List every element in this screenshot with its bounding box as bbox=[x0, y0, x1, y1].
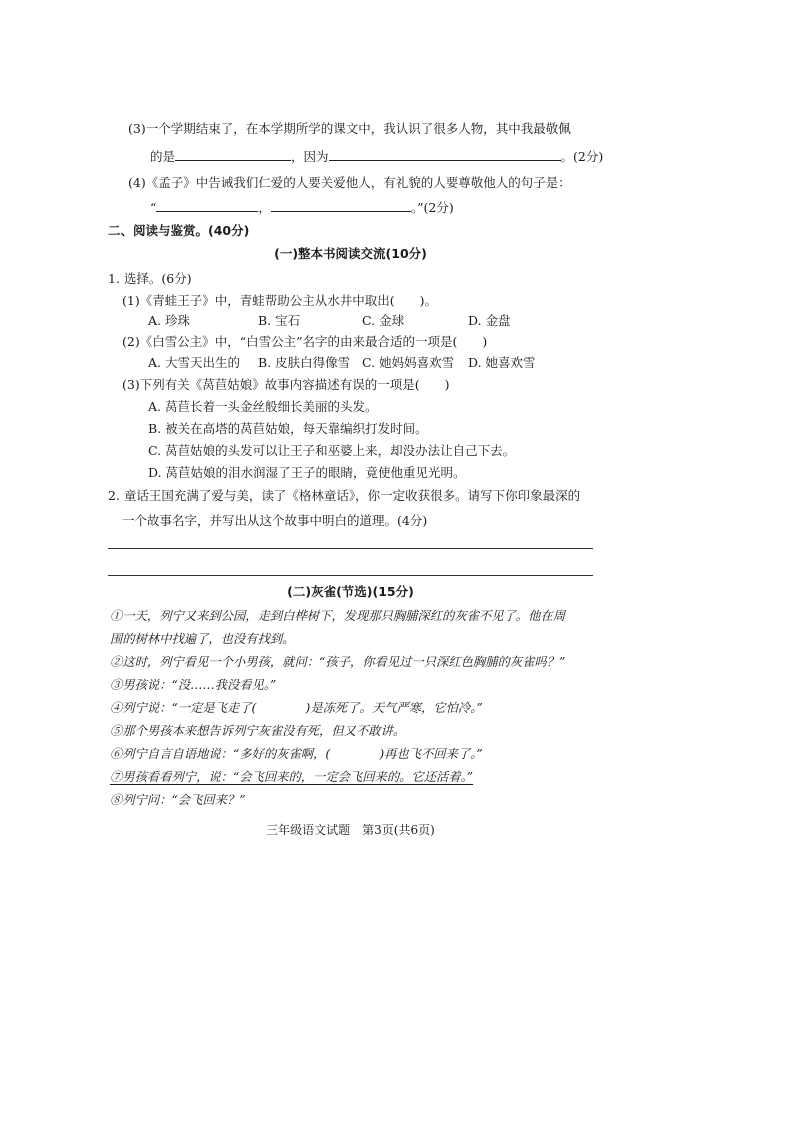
passage-para-1-line1: ①一天，列宁又来到公园，走到白桦树下，发现那只胸脯深红的灰雀不见了。他在周 bbox=[110, 609, 565, 623]
passage-para-8: ⑧列宁问：“会飞回来？” bbox=[110, 793, 246, 807]
passage-para-6: ⑥列宁自言自语地说：“多好的灰雀啊，( )再也飞不回来了。” bbox=[110, 747, 483, 761]
q1-3-option-c[interactable]: C. 莴苣姑娘的头发可以让王子和巫婆上来，却没办法让自己下去。 bbox=[148, 443, 516, 458]
q4-blank-1[interactable] bbox=[156, 199, 258, 212]
q1-title: 1. 选择。(6分) bbox=[108, 271, 192, 286]
q1-3-stem: (3)下列有关《莴苣姑娘》故事内容描述有误的一项是( ) bbox=[122, 377, 450, 392]
q3-blank-1[interactable] bbox=[175, 148, 291, 161]
q1-2-option-a[interactable]: A. 大雪天出生的 bbox=[148, 355, 240, 370]
answer-line-2[interactable] bbox=[108, 575, 593, 576]
q1-2-option-d[interactable]: D. 她喜欢雪 bbox=[468, 355, 536, 370]
page-footer: 三年级语文试题 第3页(共6页) bbox=[266, 823, 435, 837]
q4-text-b: ， bbox=[258, 200, 271, 215]
q1-1-option-a[interactable]: A. 珍珠 bbox=[148, 313, 190, 328]
passage-para-1-line2: 围的树林中找遍了，也没有找到。 bbox=[110, 632, 295, 646]
passage-para-5: ⑤那个男孩本来想告诉列宁灰雀没有死，但又不敢讲。 bbox=[110, 724, 406, 738]
part2-title: (二)灰雀(节选)(15分) bbox=[287, 584, 414, 599]
q1-3-option-a[interactable]: A. 莴苣长着一头金丝般细长美丽的头发。 bbox=[148, 399, 378, 414]
q2-line1: 2. 童话王国充满了爱与美，读了《格林童话》，你一定收获很多。请写下你印象最深的 bbox=[108, 488, 581, 503]
q2-line2: 一个故事名字，并写出从这个故事中明白的道理。(4分) bbox=[122, 513, 428, 528]
passage-para-7-underlined: ⑦男孩看看列宁，说：“会飞回来的，一定会飞回来的。它还活着。” bbox=[110, 770, 474, 784]
q1-2-option-c[interactable]: C. 她妈妈喜欢雪 bbox=[362, 355, 455, 370]
q4-line1: (4)《孟子》中告诫我们仁爱的人要关爱他人，有礼貌的人要尊敬他人的句子是： bbox=[128, 175, 571, 190]
q4-blank-2[interactable] bbox=[271, 199, 411, 212]
q1-3-option-b[interactable]: B. 被关在高塔的莴苣姑娘，每天靠编织打发时间。 bbox=[148, 421, 428, 436]
q1-1-option-b[interactable]: B. 宝石 bbox=[258, 313, 301, 328]
passage-para-2: ②这时，列宁看见一个小男孩，就问：“孩子，你看见过一只深红色胸脯的灰雀吗？” bbox=[110, 655, 566, 669]
q3-line2 bbox=[150, 148, 603, 165]
q3-text-c: 。(2分) bbox=[560, 149, 604, 164]
q4-text-a: “ bbox=[150, 200, 157, 215]
q3-text-b: ，因为 bbox=[291, 149, 329, 164]
answer-line-1[interactable] bbox=[108, 548, 593, 549]
q3-line1: (3)一个学期结束了，在本学期所学的课文中，我认识了很多人物，其中我最敬佩 bbox=[128, 121, 571, 136]
q3-blank-2[interactable] bbox=[329, 148, 561, 161]
q4-line2 bbox=[150, 199, 454, 216]
q1-1-stem: (1)《青蛙王子》中，青蛙帮助公主从水井中取出( )。 bbox=[122, 293, 437, 308]
section2-heading: 二、阅读与鉴赏。(40分) bbox=[108, 223, 250, 238]
q4-text-c: 。”(2分) bbox=[410, 200, 454, 215]
q1-2-stem: (2)《白雪公主》中，“白雪公主”名字的由来最合适的一项是( ) bbox=[122, 334, 488, 349]
passage-para-4: ④列宁说：“一定是飞走了( )是冻死了。天气严寒，它怕冷。” bbox=[110, 701, 483, 715]
part1-title: (一)整本书阅读交流(10分) bbox=[274, 246, 427, 261]
q1-3-option-d[interactable]: D. 莴苣姑娘的泪水润湿了王子的眼睛，竟使他重见光明。 bbox=[148, 465, 466, 480]
q1-2-option-b[interactable]: B. 皮肤白得像雪 bbox=[258, 355, 351, 370]
passage-para-3: ③男孩说：“没……我没看见。” bbox=[110, 678, 277, 692]
q1-1-option-c[interactable]: C. 金球 bbox=[362, 313, 405, 328]
q1-1-option-d[interactable]: D. 金盘 bbox=[468, 313, 511, 328]
q3-text-a: 的是 bbox=[150, 149, 176, 164]
